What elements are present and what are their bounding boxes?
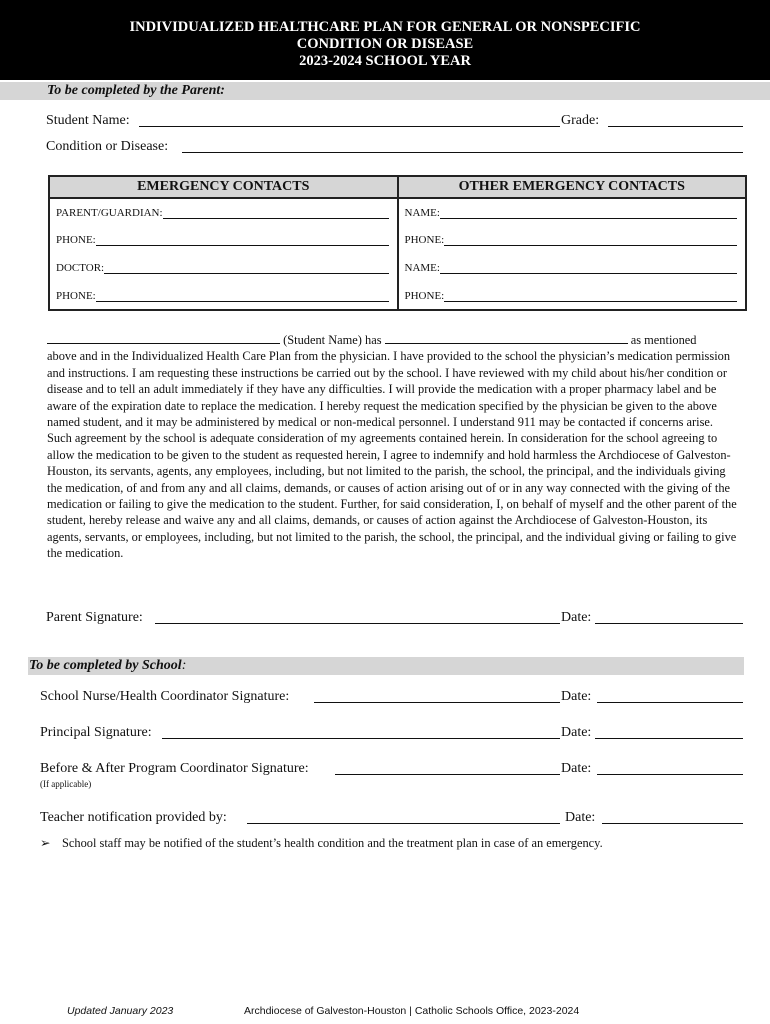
parent-date-label: Date: [561,610,592,625]
parent-section-heading: To be completed by the Parent: [0,82,770,100]
condition-label: Condition or Disease: [46,139,169,154]
consent-paragraph-2: Such agreement by the school is adequate consideration of my agreements contained herein. In consideration for the school agreeing to allow the medication to be given to the student as requested herein, I agree to indemnify and hold harmless the Archdiocese of Galveston-Houston, its servants, agents, any employees, including, but not limited to the parish, the school, the principal, and the individuals giving the medication, of and from any and all claims, demands, or causes of action arising out of or in any way connected with the giving of the medication or failing to give the medication to the student. Further, for said consideration, I, on behalf of myself and the other parent of the student, hereby release and waive any and all claims, demands, or causes of action against the Archdiocese of Galveston-Houston, its agents, servants, or employees, including, but not limited to the parish, the school, the principal, and the individual giving or failing to give the medication. [47,431,737,561]
teacher-notification-field[interactable] [247,810,560,824]
form-title-line-2: CONDITION OR DISEASE [296,36,474,52]
doctor-field[interactable] [104,264,388,274]
form-title-line-3: 2023-2024 SCHOOL YEAR [299,53,471,69]
principal-date-label: Date: [561,725,592,740]
doctor-label: DOCTOR: [56,262,105,274]
doctor-phone-label: PHONE: [56,289,96,302]
consent-student-name-field[interactable] [47,333,280,344]
consent-mentioned-text: as mentioned [630,333,697,347]
parent-guardian-cell[interactable] [49,198,398,226]
grade-field[interactable] [608,113,743,127]
program-coordinator-signature-field[interactable] [335,761,560,775]
parent-signature-label: Parent Signature: [46,610,143,625]
other-phone-2-cell[interactable] [398,282,747,310]
form-title-line-1: INDIVIDUALIZED HEALTHCARE PLAN FOR GENERAL OR NONSPECIFIC [129,19,641,35]
consent-text [47,332,741,562]
school-section-heading [28,657,744,675]
other-phone-2-label: PHONE: [404,289,445,302]
other-name-2-field[interactable] [440,264,737,274]
other-name-1-field[interactable] [440,209,737,219]
parent-guardian-label: PARENT/GUARDIAN: [56,206,163,219]
condition-field[interactable] [182,139,743,153]
consent-condition-field[interactable] [385,333,628,344]
program-coordinator-date-label: Date: [561,761,592,776]
consent-first-line [47,332,741,348]
other-phone-1-cell[interactable] [398,226,747,254]
program-coordinator-date-field[interactable] [597,761,743,775]
other-emergency-contacts-header: OTHER EMERGENCY CONTACTS [398,176,747,198]
parent-guardian-field[interactable] [163,209,389,219]
other-name-2-cell[interactable] [398,254,747,282]
arrow-bullet-icon: ➢ [40,836,51,850]
table-row [49,282,746,310]
other-phone-2-field[interactable] [444,292,737,302]
doctor-phone-cell[interactable] [49,282,398,310]
teacher-notification-label: Teacher notification provided by: [40,810,227,825]
student-name-field[interactable] [139,113,560,127]
other-name-1-label: NAME: [404,206,440,219]
principal-signature-field[interactable] [162,725,560,739]
parent-phone-label: PHONE: [56,234,96,246]
grade-label: Grade: [561,113,600,128]
footer-organization: Archdiocese of Galveston-Houston | Catholic Schools Office, 2023-2024 [244,1005,580,1017]
table-row [49,226,746,254]
emergency-contacts-table [48,175,747,311]
other-name-2-label: NAME: [404,262,440,274]
other-name-1-cell[interactable] [398,198,747,226]
principal-signature-label: Principal Signature: [40,725,152,740]
doctor-phone-field[interactable] [96,292,389,302]
consent-paragraph-1: above and in the Individualized Health Care Plan from the physician. I have provided to the school the physician’s medication permission and instructions. I am requesting these instructions be carried out by the school. I have reviewed with my child about his/her condition or disease and to tell an adult immediately if they have any difficulties. I will provide the medication with a proper pharmacy label and be aware of the expiration date to replace the medication. I hereby request the medication specified by the physician be given to the above named student, and it may be administered by medical or non-medical personnel. I understand 911 may be contacted if concerns arise. [47,349,731,430]
parent-date-field[interactable] [595,610,743,624]
principal-date-field[interactable] [595,725,743,739]
form-header [0,0,770,80]
parent-signature-field[interactable] [155,610,560,624]
parent-phone-field[interactable] [96,236,389,246]
teacher-date-field[interactable] [602,810,743,824]
if-applicable-note: (If applicable) [40,779,92,789]
footer-updated-date: Updated January 2023 [67,1005,174,1017]
staff-notice-text: School staff may be notified of the student’s health condition and the treatment plan in case of an emergency. [62,836,603,850]
school-section-colon: : [181,658,187,673]
teacher-date-label: Date: [565,810,596,825]
other-phone-1-label: PHONE: [404,234,445,246]
student-name-label: Student Name: [46,113,130,128]
parent-phone-cell[interactable] [49,226,398,254]
table-row [49,254,746,282]
table-row [49,198,746,226]
nurse-signature-field[interactable] [314,689,560,703]
nurse-date-field[interactable] [597,689,743,703]
program-coordinator-signature-label: Before & After Program Coordinator Signature: [40,761,309,776]
consent-student-name-label: (Student Name) has [283,333,382,347]
nurse-signature-label: School Nurse/Health Coordinator Signature: [40,689,290,704]
doctor-cell[interactable] [49,254,398,282]
contacts-header-row [49,176,746,198]
nurse-date-label: Date: [561,689,592,704]
other-phone-1-field[interactable] [444,236,737,246]
emergency-contacts-header: EMERGENCY CONTACTS [49,176,398,198]
staff-notice-bullet [40,835,603,851]
school-section-title: To be completed by School [29,658,182,673]
